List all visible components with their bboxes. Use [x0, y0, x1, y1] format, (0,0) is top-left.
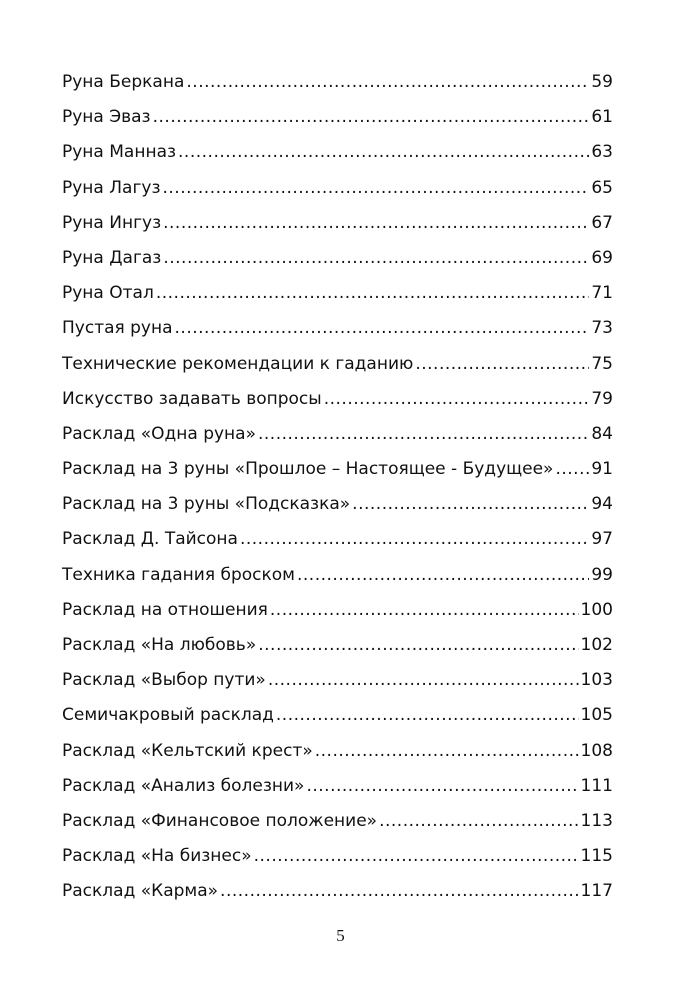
toc-entry-title: Руна Манназ	[62, 142, 177, 163]
toc-entry-page: 73	[591, 318, 613, 339]
toc-entry-page: 111	[580, 775, 613, 796]
toc-entry	[62, 142, 613, 177]
toc-entry-page: 97	[591, 529, 613, 550]
toc-entry	[62, 459, 613, 494]
toc-dot-leader	[178, 142, 589, 162]
toc-entry	[62, 670, 613, 705]
toc-entry	[62, 248, 613, 283]
toc-entry-page: 100	[580, 599, 613, 620]
toc-entry-page: 69	[591, 247, 613, 268]
toc-entry-page: 117	[580, 881, 613, 902]
toc-dot-leader	[162, 178, 589, 198]
toc-dot-leader	[240, 529, 589, 549]
toc-dot-leader	[153, 107, 590, 127]
toc-entry	[62, 881, 613, 916]
toc-dot-leader	[415, 354, 589, 374]
toc-dot-leader	[352, 494, 589, 514]
toc-entry-title: Расклад на отношения	[62, 599, 268, 620]
toc-entry-page: 59	[591, 72, 613, 92]
toc-entry-page: 113	[580, 810, 613, 831]
toc-entry-title: Семичакровый расклад	[62, 705, 274, 726]
toc-entry	[62, 107, 613, 142]
toc-dot-leader	[324, 389, 590, 409]
toc-entry-page: 65	[591, 177, 613, 198]
toc-entry	[62, 354, 613, 389]
toc-entry-title: Пустая руна	[62, 318, 173, 339]
toc-entry-title: Руна Ингуз	[62, 212, 162, 233]
page-number: 5	[336, 926, 345, 945]
toc-entry-title: Расклад на 3 руны «Прошлое – Настоящее - Будущее»	[62, 459, 554, 480]
toc-entry	[62, 565, 613, 600]
toc-entry	[62, 72, 613, 107]
toc-entry-title: Расклад «Одна руна»	[62, 423, 256, 444]
toc-entry-title: Руна Лагуз	[62, 177, 161, 198]
toc-dot-leader	[297, 565, 589, 585]
toc-entry-page: 103	[580, 670, 613, 691]
toc-entry-title: Расклад «Карма»	[62, 881, 219, 902]
toc-dot-leader	[258, 424, 589, 444]
toc-entry-title: Руна Беркана	[62, 72, 185, 92]
toc-entry	[62, 178, 613, 213]
toc-dot-leader	[186, 72, 589, 92]
toc-dot-leader	[276, 705, 579, 725]
toc-entry	[62, 705, 613, 740]
toc-entry	[62, 776, 613, 811]
toc-dot-leader	[379, 811, 578, 831]
toc-entry	[62, 283, 613, 318]
toc-entry-page: 71	[591, 283, 613, 304]
toc-entry-page: 102	[580, 635, 613, 655]
toc-entry-page: 75	[591, 353, 613, 374]
toc-entry-page: 63	[591, 142, 613, 163]
toc-entry	[62, 846, 613, 881]
table-of-contents	[62, 72, 613, 917]
toc-entry-title: Расклад «На любовь»	[62, 635, 257, 655]
toc-entry-title: Руна Дагаз	[62, 247, 162, 268]
toc-entry-page: 79	[591, 388, 613, 409]
toc-entry	[62, 811, 613, 846]
toc-entry-page: 61	[591, 107, 613, 128]
toc-entry-title: Расклад «Выбор пути»	[62, 670, 266, 691]
toc-entry-page: 67	[591, 212, 613, 233]
toc-entry	[62, 741, 613, 776]
toc-entry-page: 105	[580, 705, 613, 726]
toc-entry	[62, 389, 613, 424]
toc-entry	[62, 318, 613, 353]
toc-dot-leader	[270, 600, 579, 620]
toc-entry	[62, 529, 613, 564]
toc-entry-page: 91	[591, 459, 613, 480]
toc-entry-title: Руна Отал	[62, 283, 154, 304]
toc-entry	[62, 213, 613, 248]
toc-entry-title: Руна Эваз	[62, 107, 151, 128]
toc-entry-title: Расклад «Кельтский крест»	[62, 740, 313, 761]
toc-entry-title: Расклад на 3 руны «Подсказка»	[62, 494, 351, 515]
toc-entry-page: 115	[580, 846, 613, 867]
toc-entry-title: Расклад «Анализ болезни»	[62, 775, 305, 796]
toc-entry	[62, 635, 613, 670]
toc-entry-title: Технические рекомендации к гаданию	[62, 353, 414, 374]
toc-dot-leader	[175, 318, 590, 338]
toc-dot-leader	[258, 635, 578, 655]
toc-dot-leader	[315, 741, 579, 761]
toc-entry-title: Техника гадания броском	[62, 564, 295, 585]
toc-entry-title: Расклад «Финансовое положение»	[62, 810, 378, 831]
toc-entry	[62, 424, 613, 459]
toc-entry-page: 108	[580, 740, 613, 761]
toc-dot-leader	[156, 283, 590, 303]
toc-dot-leader	[163, 248, 589, 268]
toc-dot-leader	[254, 846, 579, 866]
toc-dot-leader	[220, 881, 579, 901]
toc-entry-title: Искусство задавать вопросы	[62, 388, 322, 409]
toc-entry-page: 94	[591, 494, 613, 515]
toc-entry-title: Расклад «На бизнес»	[62, 846, 252, 867]
toc-dot-leader	[163, 213, 589, 233]
toc-entry	[62, 600, 613, 635]
toc-entry-title: Расклад Д. Тайсона	[62, 529, 238, 550]
toc-dot-leader	[555, 459, 589, 479]
toc-dot-leader	[306, 776, 578, 796]
toc-entry	[62, 494, 613, 529]
toc-dot-leader	[268, 670, 579, 690]
toc-entry-page: 99	[591, 564, 613, 585]
toc-entry-page: 84	[591, 423, 613, 444]
